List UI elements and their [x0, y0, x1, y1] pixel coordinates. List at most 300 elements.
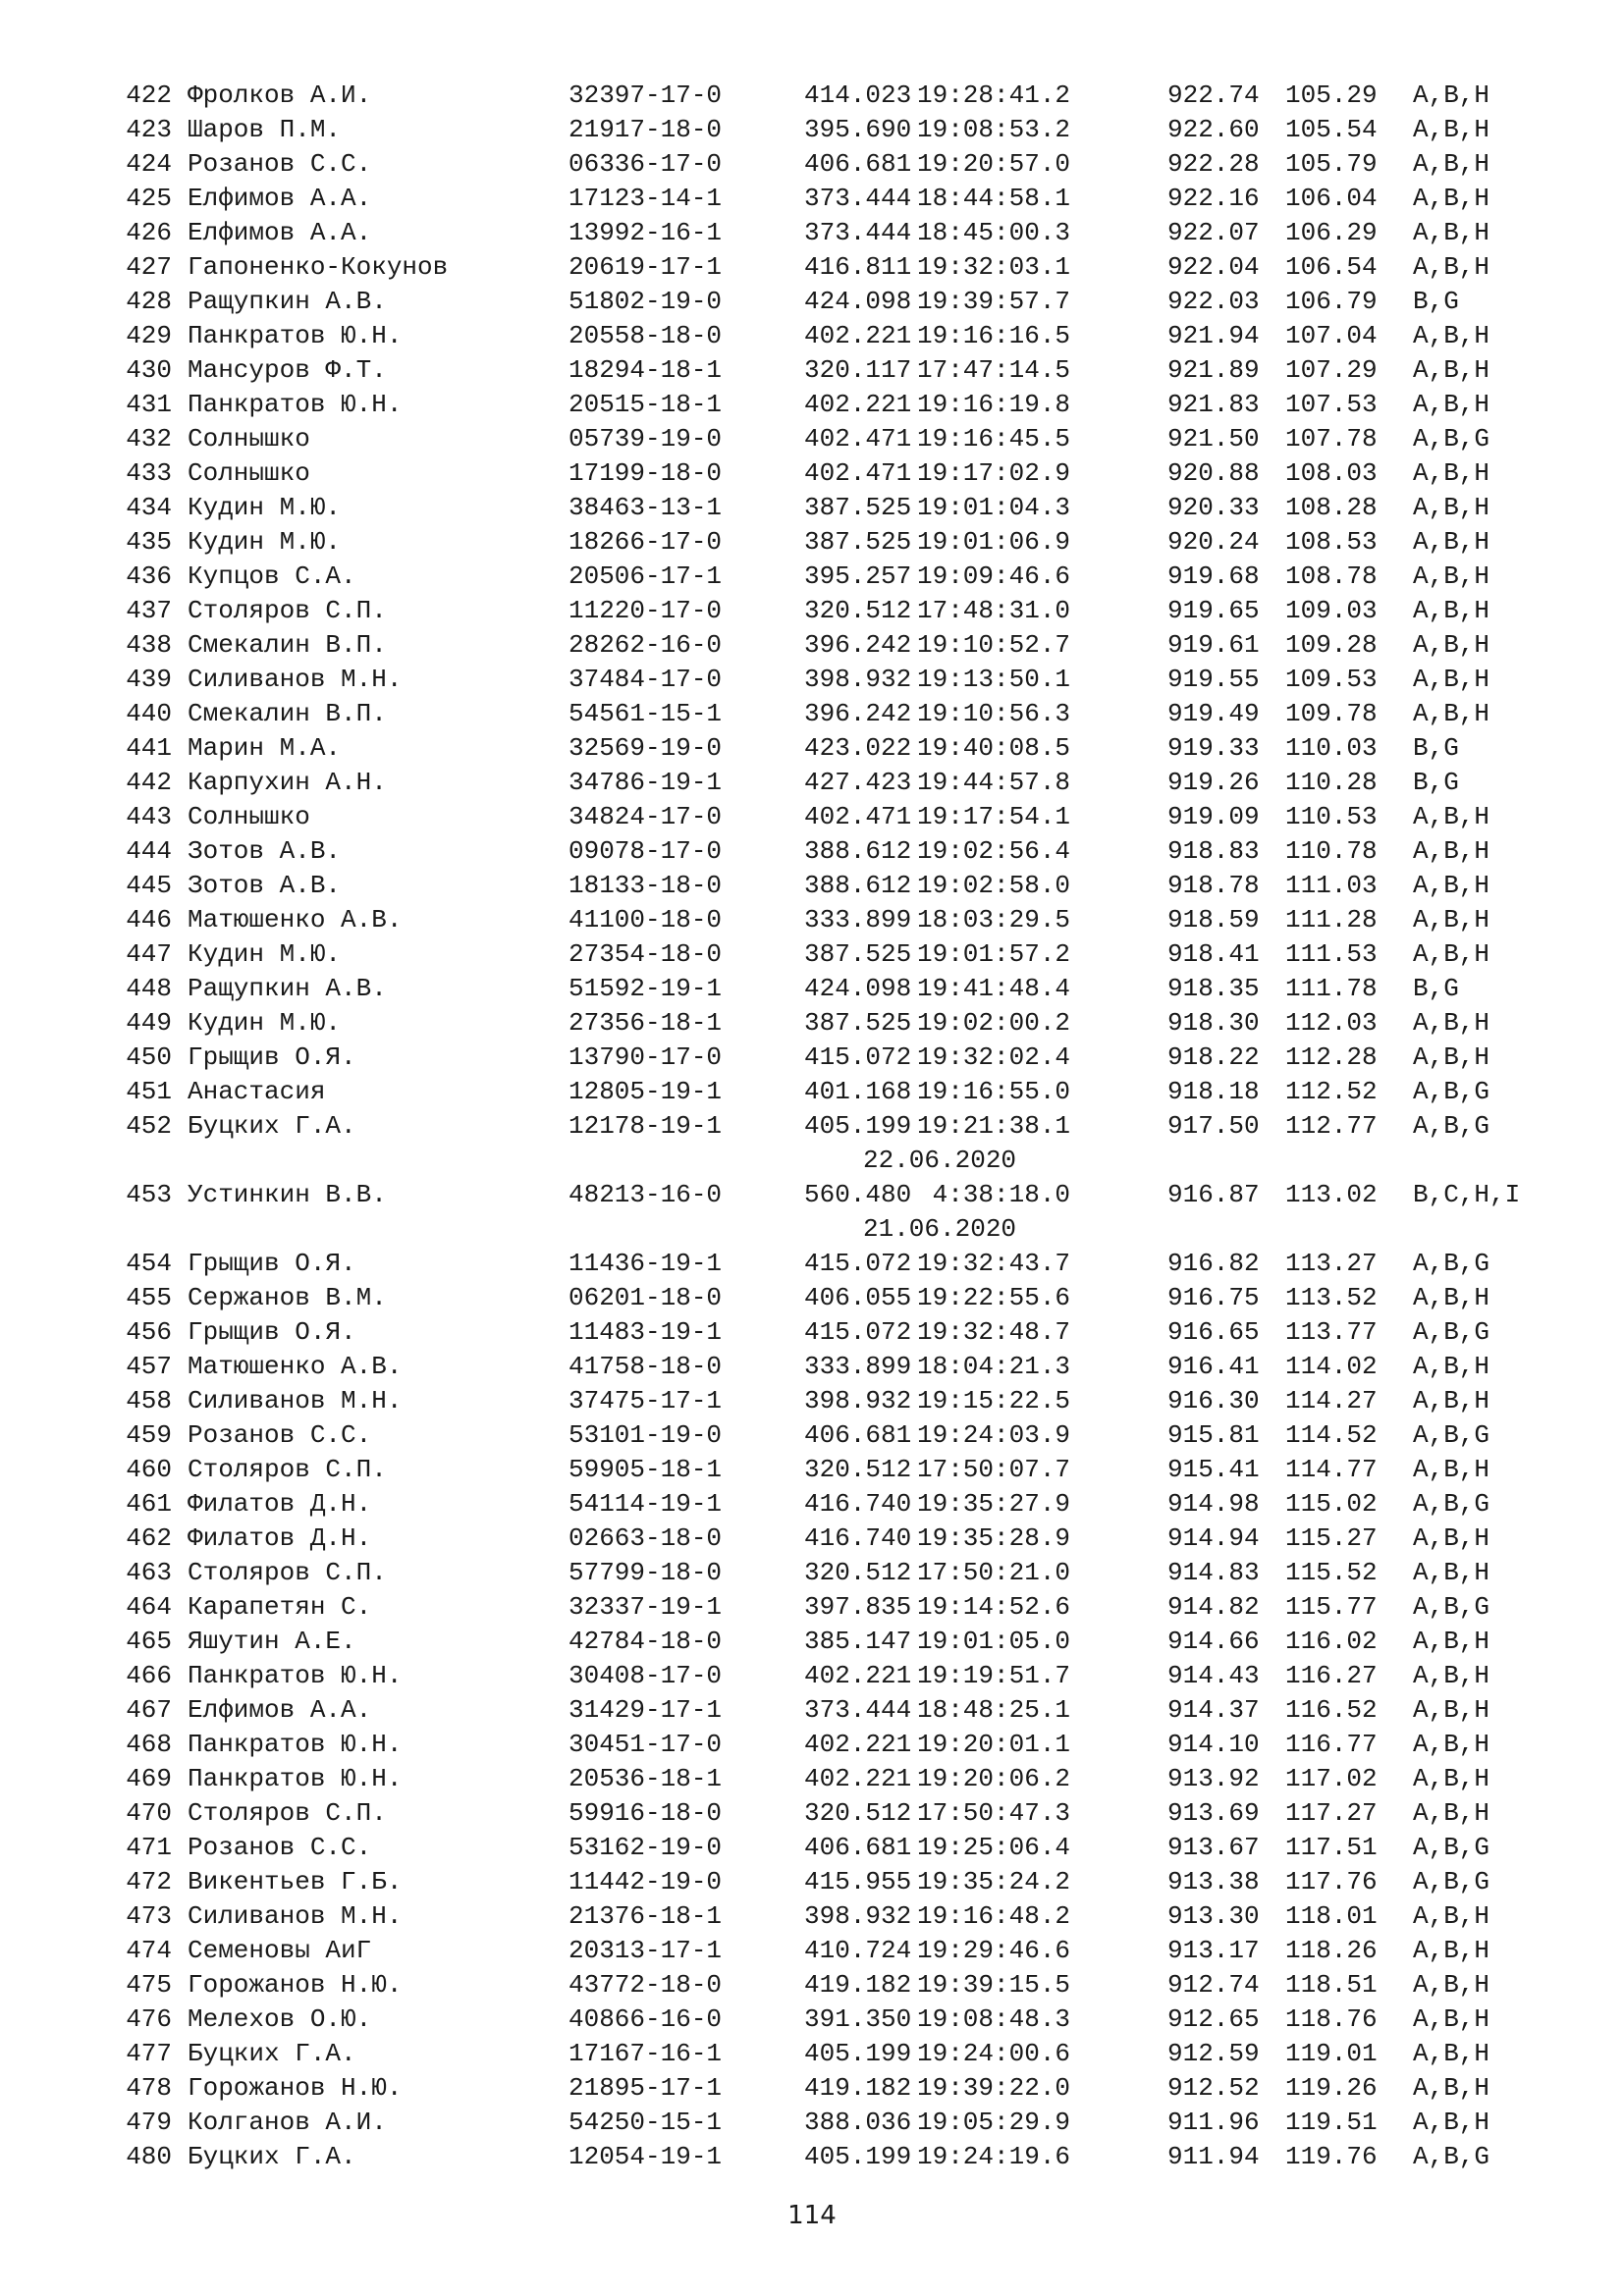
speed: 918.41	[1167, 939, 1260, 969]
classes: A,B,H	[1413, 1936, 1490, 1965]
result-row	[117, 250, 1570, 285]
speed: 916.41	[1167, 1352, 1260, 1381]
fancier-name: Силиванов М.Н.	[188, 665, 403, 694]
speed: 911.96	[1167, 2108, 1260, 2137]
distance: 333.899	[804, 905, 912, 934]
distance: 424.098	[804, 287, 912, 316]
distance: 405.199	[804, 2142, 912, 2171]
coefficient: 111.78	[1285, 974, 1378, 1003]
arrival-time: 19:16:45.5	[917, 424, 1071, 454]
ring-number: 28262-16-0	[568, 630, 723, 660]
result-row	[117, 2106, 1570, 2140]
coefficient: 109.03	[1285, 596, 1378, 625]
classes: A,B,G	[1413, 2142, 1490, 2171]
ring-number: 53162-19-0	[568, 1833, 723, 1862]
place-number: 434	[126, 493, 172, 522]
arrival-time: 19:16:55.0	[917, 1077, 1071, 1106]
distance: 416.740	[804, 1489, 912, 1519]
ring-number: 11483-19-1	[568, 1317, 723, 1347]
arrival-time: 19:19:51.7	[917, 1661, 1071, 1690]
distance: 398.932	[804, 1386, 912, 1415]
coefficient: 108.78	[1285, 561, 1378, 591]
speed: 914.98	[1167, 1489, 1260, 1519]
classes: A,B,H	[1413, 115, 1490, 144]
distance: 398.932	[804, 1901, 912, 1931]
place-number: 440	[126, 699, 172, 728]
distance: 419.182	[804, 1970, 912, 2000]
speed: 917.50	[1167, 1111, 1260, 1141]
fancier-name: Грыщив О.Я.	[188, 1042, 356, 1072]
result-row	[117, 1796, 1570, 1831]
arrival-time: 17:50:07.7	[917, 1455, 1071, 1484]
distance: 402.221	[804, 1730, 912, 1759]
ring-number: 57799-18-0	[568, 1558, 723, 1587]
distance: 387.525	[804, 493, 912, 522]
fancier-name: Солнышко	[188, 458, 310, 488]
distance: 560.480	[804, 1180, 912, 1209]
arrival-time: 19:21:38.1	[917, 1111, 1071, 1141]
result-row	[117, 560, 1570, 594]
place-number: 468	[126, 1730, 172, 1759]
classes: A,B,H	[1413, 699, 1490, 728]
result-row	[117, 1075, 1570, 1109]
classes: A,B,H	[1413, 218, 1490, 247]
fancier-name: Фролков А.И.	[188, 80, 372, 110]
result-row	[117, 353, 1570, 388]
result-row	[117, 2037, 1570, 2071]
classes: A,B,H	[1413, 1798, 1490, 1828]
classes: A,B,H	[1413, 836, 1490, 866]
place-number: 436	[126, 561, 172, 591]
place-number: 431	[126, 390, 172, 419]
distance: 402.471	[804, 424, 912, 454]
classes: A,B,H	[1413, 321, 1490, 350]
ring-number: 53101-19-0	[568, 1420, 723, 1450]
arrival-time: 19:01:04.3	[917, 493, 1071, 522]
speed: 922.07	[1167, 218, 1260, 247]
place-number: 455	[126, 1283, 172, 1312]
distance: 402.221	[804, 390, 912, 419]
classes: A,B,G	[1413, 1867, 1490, 1896]
coefficient: 116.77	[1285, 1730, 1378, 1759]
result-row	[117, 1865, 1570, 1899]
arrival-time: 19:24:00.6	[917, 2039, 1071, 2068]
place-number: 470	[126, 1798, 172, 1828]
classes: A,B,H	[1413, 493, 1490, 522]
distance: 395.690	[804, 115, 912, 144]
arrival-time: 19:24:03.9	[917, 1420, 1071, 1450]
coefficient: 119.76	[1285, 2142, 1378, 2171]
arrival-time: 19:10:56.3	[917, 699, 1071, 728]
speed: 912.74	[1167, 1970, 1260, 2000]
ring-number: 51802-19-0	[568, 287, 723, 316]
place-number: 453	[126, 1180, 172, 1209]
speed: 914.82	[1167, 1592, 1260, 1622]
arrival-time: 19:41:48.4	[917, 974, 1071, 1003]
distance: 419.182	[804, 2073, 912, 2103]
result-row	[117, 1934, 1570, 1968]
arrival-time: 18:03:29.5	[917, 905, 1071, 934]
fancier-name: Буцких Г.А.	[188, 1111, 356, 1141]
coefficient: 112.28	[1285, 1042, 1378, 1072]
distance: 416.811	[804, 252, 912, 282]
classes: A,B,H	[1413, 1627, 1490, 1656]
distance: 320.117	[804, 355, 912, 385]
distance: 397.835	[804, 1592, 912, 1622]
arrival-time: 19:17:54.1	[917, 802, 1071, 831]
distance: 406.681	[804, 1420, 912, 1450]
arrival-time: 18:45:00.3	[917, 218, 1071, 247]
classes: B,G	[1413, 974, 1459, 1003]
speed: 919.26	[1167, 768, 1260, 797]
distance: 424.098	[804, 974, 912, 1003]
fancier-name: Зотов А.В.	[188, 836, 342, 866]
classes: A,B,H	[1413, 458, 1490, 488]
fancier-name: Силиванов М.Н.	[188, 1901, 403, 1931]
coefficient: 118.01	[1285, 1901, 1378, 1931]
fancier-name: Кудин М.Ю.	[188, 1008, 342, 1038]
coefficient: 118.51	[1285, 1970, 1378, 2000]
coefficient: 111.28	[1285, 905, 1378, 934]
distance: 414.023	[804, 80, 912, 110]
fancier-name: Панкратов Ю.Н.	[188, 321, 403, 350]
fancier-name: Филатов Д.Н.	[188, 1523, 372, 1553]
arrival-time: 17:50:47.3	[917, 1798, 1071, 1828]
distance: 402.471	[804, 802, 912, 831]
ring-number: 41758-18-0	[568, 1352, 723, 1381]
distance: 402.471	[804, 458, 912, 488]
classes: A,B,G	[1413, 1077, 1490, 1106]
coefficient: 115.52	[1285, 1558, 1378, 1587]
coefficient: 112.03	[1285, 1008, 1378, 1038]
ring-number: 30408-17-0	[568, 1661, 723, 1690]
result-row	[117, 79, 1570, 113]
classes: A,B,H	[1413, 2039, 1490, 2068]
distance: 406.681	[804, 149, 912, 179]
arrival-time: 19:20:57.0	[917, 149, 1071, 179]
speed: 918.18	[1167, 1077, 1260, 1106]
speed: 914.83	[1167, 1558, 1260, 1587]
fancier-name: Столяров С.П.	[188, 596, 387, 625]
coefficient: 109.78	[1285, 699, 1378, 728]
speed: 922.03	[1167, 287, 1260, 316]
ring-number: 11442-19-0	[568, 1867, 723, 1896]
page-number: 114	[787, 2201, 837, 2230]
fancier-name: Анастасия	[188, 1077, 326, 1106]
classes: A,B,G	[1413, 424, 1490, 454]
result-row	[117, 628, 1570, 663]
date-separator	[117, 1144, 1570, 1178]
speed: 914.66	[1167, 1627, 1260, 1656]
coefficient: 119.26	[1285, 2073, 1378, 2103]
place-number: 478	[126, 2073, 172, 2103]
coefficient: 107.53	[1285, 390, 1378, 419]
fancier-name: Розанов С.С.	[188, 1420, 372, 1450]
speed: 912.59	[1167, 2039, 1260, 2068]
ring-number: 17199-18-0	[568, 458, 723, 488]
ring-number: 34786-19-1	[568, 768, 723, 797]
fancier-name: Яшутин А.Е.	[188, 1627, 356, 1656]
ring-number: 18266-17-0	[568, 527, 723, 557]
distance: 320.512	[804, 1558, 912, 1587]
speed: 915.41	[1167, 1455, 1260, 1484]
distance: 405.199	[804, 1111, 912, 1141]
classes: A,B,H	[1413, 939, 1490, 969]
speed: 913.92	[1167, 1764, 1260, 1793]
place-number: 469	[126, 1764, 172, 1793]
fancier-name: Розанов С.С.	[188, 1833, 372, 1862]
fancier-name: Колганов А.И.	[188, 2108, 387, 2137]
speed: 918.78	[1167, 871, 1260, 900]
result-row	[117, 594, 1570, 628]
result-row	[117, 1693, 1570, 1728]
fancier-name: Столяров С.П.	[188, 1455, 387, 1484]
classes: A,B,H	[1413, 2004, 1490, 2034]
classes: A,B,H	[1413, 1558, 1490, 1587]
coefficient: 114.77	[1285, 1455, 1378, 1484]
result-row	[117, 972, 1570, 1006]
classes: A,B,H	[1413, 80, 1490, 110]
result-row	[117, 388, 1570, 422]
arrival-time: 19:05:29.9	[917, 2108, 1071, 2137]
ring-number: 34824-17-0	[568, 802, 723, 831]
result-row	[117, 663, 1570, 697]
coefficient: 105.29	[1285, 80, 1378, 110]
fancier-name: Гапоненко-Кокунов	[188, 252, 449, 282]
fancier-name: Горожанов Н.Ю.	[188, 2073, 403, 2103]
coefficient: 106.79	[1285, 287, 1378, 316]
place-number: 467	[126, 1695, 172, 1725]
coefficient: 117.51	[1285, 1833, 1378, 1862]
coefficient: 108.53	[1285, 527, 1378, 557]
speed: 918.59	[1167, 905, 1260, 934]
place-number: 450	[126, 1042, 172, 1072]
arrival-time: 19:35:28.9	[917, 1523, 1071, 1553]
speed: 911.94	[1167, 2142, 1260, 2171]
distance: 388.612	[804, 836, 912, 866]
ring-number: 20515-18-1	[568, 390, 723, 419]
classes: A,B,H	[1413, 390, 1490, 419]
speed: 914.43	[1167, 1661, 1260, 1690]
place-number: 435	[126, 527, 172, 557]
arrival-time: 18:48:25.1	[917, 1695, 1071, 1725]
classes: A,B,H	[1413, 355, 1490, 385]
distance: 387.525	[804, 1008, 912, 1038]
coefficient: 109.28	[1285, 630, 1378, 660]
place-number: 465	[126, 1627, 172, 1656]
result-row	[117, 800, 1570, 834]
speed: 919.61	[1167, 630, 1260, 660]
arrival-time: 19:35:24.2	[917, 1867, 1071, 1896]
place-number: 428	[126, 287, 172, 316]
speed: 916.65	[1167, 1317, 1260, 1347]
speed: 913.69	[1167, 1798, 1260, 1828]
place-number: 454	[126, 1249, 172, 1278]
fancier-name: Елфимов А.А.	[188, 218, 372, 247]
place-number: 461	[126, 1489, 172, 1519]
arrival-time: 19:02:56.4	[917, 836, 1071, 866]
result-row	[117, 1315, 1570, 1350]
speed: 913.38	[1167, 1867, 1260, 1896]
arrival-time: 18:44:58.1	[917, 184, 1071, 213]
ring-number: 30451-17-0	[568, 1730, 723, 1759]
arrival-time: 19:16:16.5	[917, 321, 1071, 350]
results-listing	[117, 79, 1570, 2174]
fancier-name: Мелехов О.Ю.	[188, 2004, 372, 2034]
distance: 406.055	[804, 1283, 912, 1312]
result-row	[117, 1041, 1570, 1075]
coefficient: 118.76	[1285, 2004, 1378, 2034]
arrival-time: 19:29:46.6	[917, 1936, 1071, 1965]
arrival-time: 19:08:53.2	[917, 115, 1071, 144]
distance: 320.512	[804, 1798, 912, 1828]
classes: A,B,H	[1413, 1523, 1490, 1553]
ring-number: 27354-18-0	[568, 939, 723, 969]
arrival-time: 19:17:02.9	[917, 458, 1071, 488]
speed: 920.24	[1167, 527, 1260, 557]
place-number: 480	[126, 2142, 172, 2171]
result-row	[117, 1006, 1570, 1041]
ring-number: 18133-18-0	[568, 871, 723, 900]
speed: 919.68	[1167, 561, 1260, 591]
speed: 918.22	[1167, 1042, 1260, 1072]
distance: 396.242	[804, 630, 912, 660]
fancier-name: Кудин М.Ю.	[188, 527, 342, 557]
speed: 916.87	[1167, 1180, 1260, 1209]
speed: 921.89	[1167, 355, 1260, 385]
result-row	[117, 937, 1570, 972]
arrival-time: 19:01:57.2	[917, 939, 1071, 969]
fancier-name: Панкратов Ю.Н.	[188, 1661, 403, 1690]
classes: A,B,H	[1413, 1352, 1490, 1381]
arrival-time: 19:02:00.2	[917, 1008, 1071, 1038]
coefficient: 110.78	[1285, 836, 1378, 866]
place-number: 471	[126, 1833, 172, 1862]
ring-number: 09078-17-0	[568, 836, 723, 866]
arrival-time: 19:39:57.7	[917, 287, 1071, 316]
coefficient: 106.54	[1285, 252, 1378, 282]
coefficient: 114.52	[1285, 1420, 1378, 1450]
classes: B,G	[1413, 733, 1459, 763]
classes: A,B,H	[1413, 871, 1490, 900]
ring-number: 43772-18-0	[568, 1970, 723, 2000]
result-row	[117, 1556, 1570, 1590]
fancier-name: Смекалин В.П.	[188, 630, 387, 660]
place-number: 477	[126, 2039, 172, 2068]
speed: 919.65	[1167, 596, 1260, 625]
coefficient: 110.28	[1285, 768, 1378, 797]
fancier-name: Розанов С.С.	[188, 149, 372, 179]
arrival-time: 19:32:48.7	[917, 1317, 1071, 1347]
result-row	[117, 182, 1570, 216]
fancier-name: Карапетян С.	[188, 1592, 372, 1622]
result-row	[117, 1831, 1570, 1865]
distance: 402.221	[804, 321, 912, 350]
place-number: 459	[126, 1420, 172, 1450]
ring-number: 31429-17-1	[568, 1695, 723, 1725]
speed: 919.49	[1167, 699, 1260, 728]
speed: 914.10	[1167, 1730, 1260, 1759]
distance: 385.147	[804, 1627, 912, 1656]
result-row	[117, 147, 1570, 182]
place-number: 464	[126, 1592, 172, 1622]
ring-number: 21895-17-1	[568, 2073, 723, 2103]
coefficient: 106.04	[1285, 184, 1378, 213]
arrival-time: 19:02:58.0	[917, 871, 1071, 900]
result-row	[117, 1728, 1570, 1762]
result-row	[117, 1899, 1570, 1934]
arrival-time: 19:22:55.6	[917, 1283, 1071, 1312]
coefficient: 119.01	[1285, 2039, 1378, 2068]
coefficient: 109.53	[1285, 665, 1378, 694]
coefficient: 105.79	[1285, 149, 1378, 179]
arrival-time: 19:16:19.8	[917, 390, 1071, 419]
result-row	[117, 491, 1570, 525]
place-number: 479	[126, 2108, 172, 2137]
coefficient: 107.29	[1285, 355, 1378, 385]
ring-number: 12054-19-1	[568, 2142, 723, 2171]
result-row	[117, 1625, 1570, 1659]
distance: 415.072	[804, 1317, 912, 1347]
arrival-time: 19:44:57.8	[917, 768, 1071, 797]
arrival-time: 17:50:21.0	[917, 1558, 1071, 1587]
speed: 921.94	[1167, 321, 1260, 350]
coefficient: 115.77	[1285, 1592, 1378, 1622]
speed: 920.88	[1167, 458, 1260, 488]
ring-number: 40866-16-0	[568, 2004, 723, 2034]
coefficient: 112.52	[1285, 1077, 1378, 1106]
classes: A,B,H	[1413, 630, 1490, 660]
classes: B,G	[1413, 287, 1459, 316]
classes: A,B,H	[1413, 1661, 1490, 1690]
classes: A,B,H	[1413, 1730, 1490, 1759]
arrival-time: 19:24:19.6	[917, 2142, 1071, 2171]
classes: A,B,H	[1413, 1455, 1490, 1484]
coefficient: 115.02	[1285, 1489, 1378, 1519]
arrival-time: 17:48:31.0	[917, 596, 1071, 625]
coefficient: 116.27	[1285, 1661, 1378, 1690]
speed: 918.35	[1167, 974, 1260, 1003]
coefficient: 118.26	[1285, 1936, 1378, 1965]
result-row	[117, 1762, 1570, 1796]
ring-number: 51592-19-1	[568, 974, 723, 1003]
result-row	[117, 319, 1570, 353]
fancier-name: Елфимов А.А.	[188, 184, 372, 213]
distance: 387.525	[804, 939, 912, 969]
ring-number: 59916-18-0	[568, 1798, 723, 1828]
place-number: 446	[126, 905, 172, 934]
ring-number: 20558-18-0	[568, 321, 723, 350]
ring-number: 02663-18-0	[568, 1523, 723, 1553]
result-row	[117, 834, 1570, 869]
ring-number: 12805-19-1	[568, 1077, 723, 1106]
fancier-name: Кудин М.Ю.	[188, 493, 342, 522]
coefficient: 114.27	[1285, 1386, 1378, 1415]
ring-number: 54114-19-1	[568, 1489, 723, 1519]
coefficient: 117.02	[1285, 1764, 1378, 1793]
speed: 922.16	[1167, 184, 1260, 213]
place-number: 456	[126, 1317, 172, 1347]
distance: 415.072	[804, 1249, 912, 1278]
distance: 320.512	[804, 1455, 912, 1484]
classes: A,B,H	[1413, 527, 1490, 557]
ring-number: 13992-16-1	[568, 218, 723, 247]
result-row	[117, 731, 1570, 766]
speed: 913.30	[1167, 1901, 1260, 1931]
arrival-time: 19:15:22.5	[917, 1386, 1071, 1415]
place-number: 472	[126, 1867, 172, 1896]
fancier-name: Панкратов Ю.Н.	[188, 1764, 403, 1793]
